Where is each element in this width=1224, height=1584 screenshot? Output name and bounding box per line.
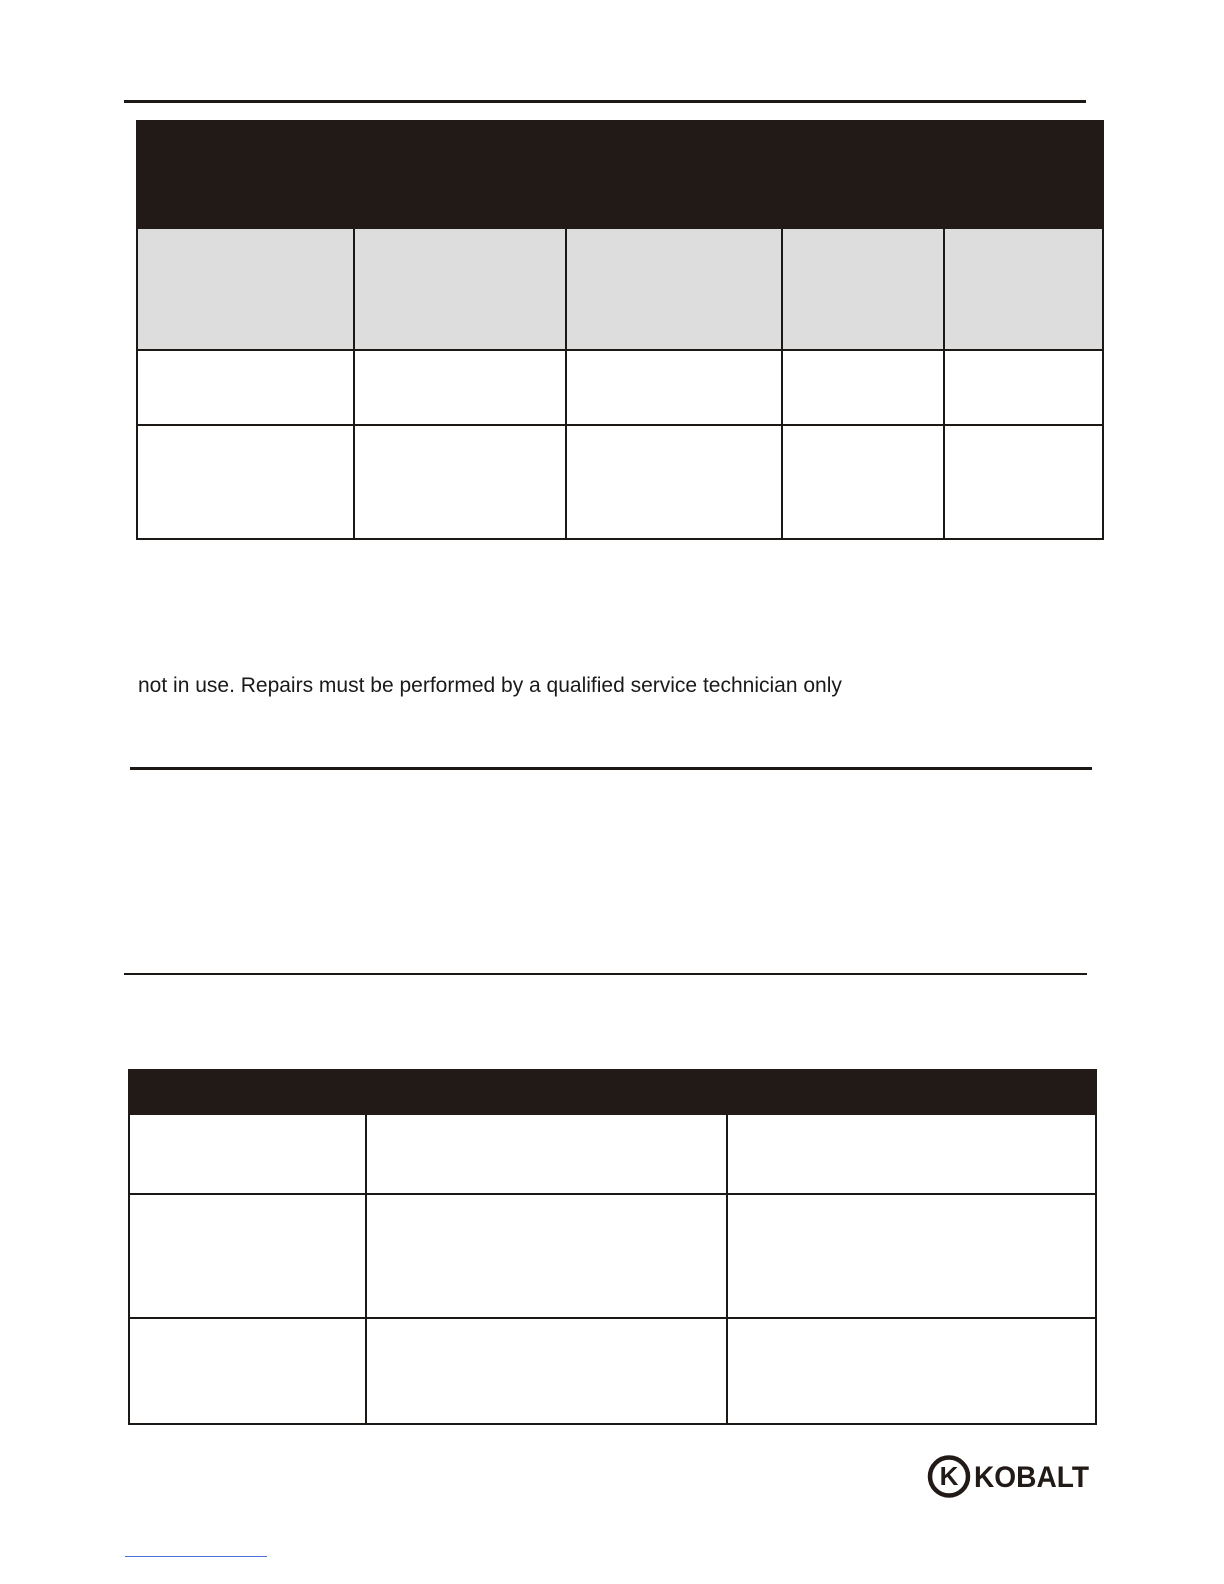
column-header — [944, 228, 1103, 350]
kobalt-logo-graphic — [927, 1454, 1092, 1499]
table-row — [129, 1194, 1096, 1318]
table-cell — [727, 1114, 1096, 1194]
table-row — [129, 1318, 1096, 1424]
troubleshooting-table — [128, 1069, 1097, 1425]
footer-link[interactable] — [125, 1556, 267, 1557]
column-header-row — [137, 228, 1103, 350]
table-cell — [137, 425, 354, 539]
top-divider — [124, 100, 1086, 103]
table-cell — [782, 350, 944, 425]
kobalt-logo-wordmark: KOBALT — [974, 1461, 1089, 1494]
table-row — [137, 350, 1103, 425]
table-header-row — [137, 121, 1103, 228]
table-header-title — [129, 1070, 1096, 1114]
table-cell — [727, 1318, 1096, 1424]
table-cell — [566, 425, 782, 539]
table-cell — [129, 1114, 366, 1194]
table-cell — [366, 1318, 727, 1424]
table-header-row — [129, 1070, 1096, 1114]
table-cell — [944, 350, 1103, 425]
repair-note: not in use. Repairs must be performed by a qualified service technician only — [138, 674, 842, 697]
table-cell — [354, 425, 566, 539]
table-cell — [137, 350, 354, 425]
table-cell — [566, 350, 782, 425]
column-header — [354, 228, 566, 350]
column-header — [566, 228, 782, 350]
table-cell — [944, 425, 1103, 539]
table-cell — [354, 350, 566, 425]
table-row — [137, 425, 1103, 539]
table-row — [129, 1114, 1096, 1194]
table-cell — [727, 1194, 1096, 1318]
table-cell — [366, 1194, 727, 1318]
table-cell — [129, 1194, 366, 1318]
table-cell — [366, 1114, 727, 1194]
section-divider — [124, 973, 1087, 975]
table-header-title — [137, 121, 1103, 228]
specifications-table — [136, 120, 1104, 540]
column-header — [137, 228, 354, 350]
section-divider — [130, 767, 1092, 770]
kobalt-logo-mark: K — [939, 1461, 959, 1491]
table-cell — [129, 1318, 366, 1424]
table-cell — [782, 425, 944, 539]
kobalt-logo — [927, 1454, 1092, 1499]
column-header — [782, 228, 944, 350]
